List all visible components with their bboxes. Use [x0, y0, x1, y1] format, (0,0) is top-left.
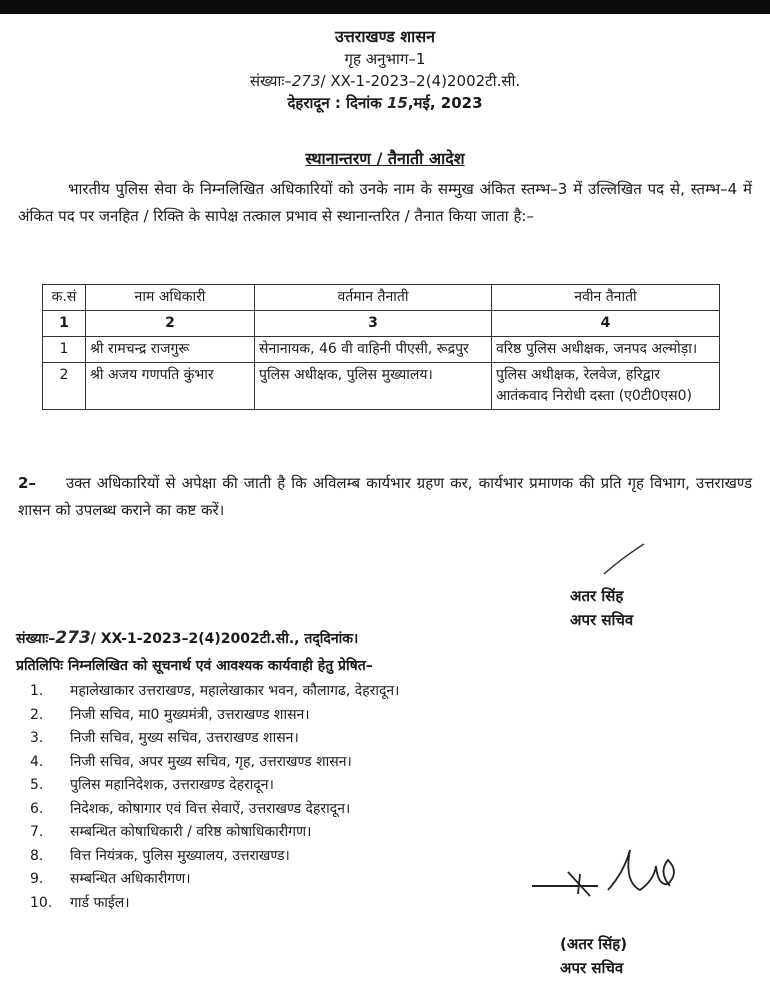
row-new-posting: वरिष्ठ पुलिस अधीक्षक, जनपद अल्मोड़ा। [492, 337, 720, 363]
row-sn: 1 [43, 337, 86, 363]
order-title: स्थानान्तरण / तैनाती आदेश [305, 149, 465, 168]
government-name: उत्तराखण्ड शासन [334, 27, 436, 46]
list-item: 8. वित्त नियंत्रक, पुलिस मुख्यालय, उत्तराखण्ड। [30, 847, 290, 864]
list-item: 3. निजी सचिव, मुख्य सचिव, उत्तराखण्ड शासन। [30, 730, 299, 746]
section-name: गृह अनुभाग–1 [344, 50, 426, 68]
copy-heading: प्रतिलिपिः निम्नलिखित को सूचनार्थ एवं आवश्यक कार्यवाही हेतु प्रेषित– [16, 658, 373, 674]
list-item: 10. गार्ड फाईल। [30, 894, 130, 911]
list-item: 6. निदेशक, कोषागार एवं वित्त सेवाऐं, उत्तराखण्ड देहरादून। [30, 800, 351, 817]
signatory-1-name: अतर सिंह [570, 587, 624, 605]
transfer-table [42, 284, 720, 410]
list-item: 4. निजी सचिव, अपर मुख्य सचिव, गृह, उत्तराखण्ड शासन। [30, 753, 352, 770]
signatory-1-designation: अपर सचिव [570, 611, 634, 629]
signatory-2 [560, 932, 627, 980]
row-officer-name: श्री अजय गणपति कुंभार [86, 363, 255, 410]
list-item: 1. महालेखाकार उत्तराखण्ड, महालेखाकार भवन, कौलागढ, देहरादून। [30, 683, 400, 699]
paragraph-2-text: उक्त अधिकारियों से अपेक्षा की जाती है कि अविलम्ब कार्यभार ग्रहण कर, कार्यभार प्रमाणक की प्रति गृह विभाग, उत्तराखण्ड शासन को उपलब्ध कराने का कष्ट करें। [18, 474, 752, 519]
header-new-posting: नवीन तैनाती [492, 285, 720, 311]
row-current-posting: सेनानायक, 46 वी वाहिनी पीएसी, रूद्रपुर [255, 337, 492, 363]
table-row [43, 363, 720, 410]
list-item: 5. पुलिस महानिदेशक, उत्तराखण्ड देहरादून। [30, 777, 274, 793]
top-edge-bar [0, 0, 770, 14]
handwritten-date: 15 [386, 94, 408, 112]
signatory-2-designation: अपर सचिव [560, 959, 624, 977]
signatory-1 [570, 584, 633, 632]
table-row [43, 337, 720, 363]
row-sn: 2 [43, 363, 86, 410]
header-name: नाम अधिकारी [86, 285, 255, 311]
table-header-row [43, 285, 720, 311]
list-item: 9. सम्बन्धित अधिकारीगण। [30, 871, 191, 887]
paragraph-2 [18, 470, 752, 524]
signatory-2-name: (अतर सिंह) [560, 935, 628, 953]
header-sn: क.सं [43, 285, 86, 311]
signature-stroke-1 [600, 540, 650, 580]
order-number: संख्याः–273/ XX-1-2023–2(4)2002टी.सी. [249, 72, 521, 90]
intro-paragraph: भारतीय पुलिस सेवा के निम्नलिखित अधिकारियों को उनके नाम के सम्मुख अंकित स्तम्भ–3 में उल्लिखित पद से, स्तम्भ–4 में अंकित पद पर जनहित / रिक्ति के सापेक्ष तत्काल प्रभाव से स्थानान्तरित / तैनात किया जाता है:– [18, 180, 752, 225]
signature-stroke-2 [528, 842, 688, 912]
list-item: 2. निजी सचिव, मा0 मुख्यमंत्री, उत्तराखण्ड शासन। [30, 706, 310, 723]
header-current-posting: वर्तमान तैनाती [255, 285, 492, 311]
order-date: देहरादून : दिनांक 15,मई, 2023 [287, 94, 483, 112]
handwritten-number: 273 [55, 628, 91, 648]
document-header [0, 26, 770, 114]
list-item: 7. सम्बन्धित कोषाधिकारी / वरिष्ठ कोषाधिकारीगण। [30, 824, 312, 840]
handwritten-number: 273 [291, 72, 321, 90]
row-officer-name: श्री रामचन्द्र राजगुरू [86, 337, 255, 363]
row-new-posting: पुलिस अधीक्षक, रेलवेज, हरिद्वार आतंकवाद निरोधी दस्ता (ए0टी0एस0) [492, 363, 720, 410]
paragraph-2-number: 2– [18, 474, 36, 492]
row-current-posting: पुलिस अधीक्षक, पुलिस मुख्यालय। [255, 363, 492, 410]
copy-reference-number: संख्याः–273/ XX-1-2023–2(4)2002टी.सी., तद्‌दिनांक। [16, 628, 359, 648]
column-number-row: 1 2 3 4 [43, 311, 720, 337]
copy-list [30, 680, 400, 915]
